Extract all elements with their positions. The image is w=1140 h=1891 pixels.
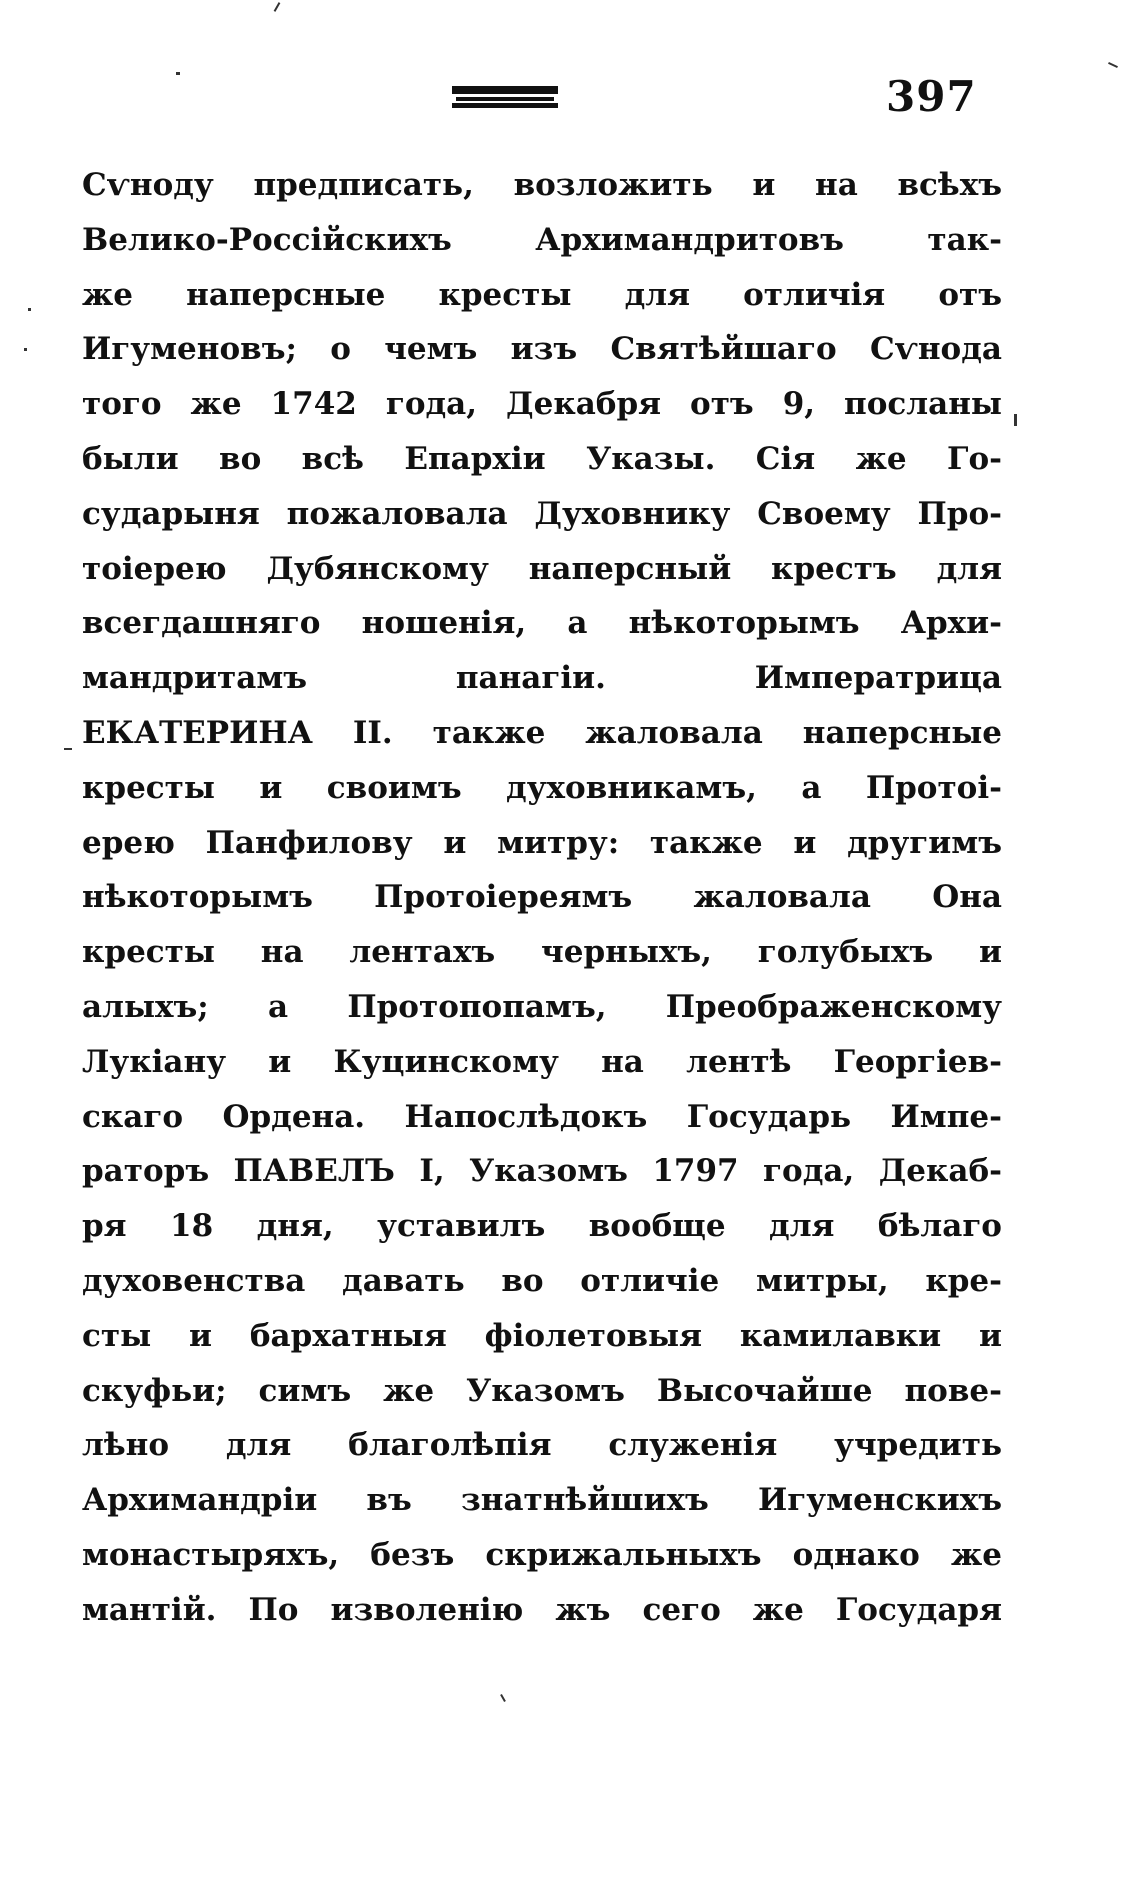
text-line: были во всѣ Епархіи Указы. Сія же Го- — [82, 440, 1002, 477]
text-line: Игуменовъ; о чемъ изъ Святѣйшаго Сѵнода — [82, 331, 1002, 368]
text-line: алыхъ; а Протопопамъ, Преображенскому — [82, 988, 1002, 1025]
scan-speck — [500, 1694, 506, 1702]
text-line: духовенства давать во отличіе митры, кре- — [82, 1262, 1002, 1299]
ornament-bar-top — [452, 86, 558, 94]
text-line: монастыряхъ, безъ скрижальныхъ однако же — [82, 1536, 1002, 1573]
scan-speck — [24, 348, 27, 351]
text-line: Сѵноду предписать, возложить и на всѣхъ — [82, 167, 1002, 203]
text-line: сударыня пожаловала Духовнику Своему Про- — [82, 495, 1002, 532]
body-text — [82, 158, 1002, 1638]
text-line: тоіерею Дубянскому наперсный крестъ для — [82, 550, 1002, 587]
text-line: ря 18 дня, уставилъ вообще для бѣлаго — [82, 1208, 1002, 1245]
scan-speck — [64, 748, 72, 750]
text-line: Лукіану и Куцинскому на лентѣ Георгіев- — [82, 1043, 1002, 1080]
header-ornament-rule — [452, 86, 558, 110]
text-line: сты и бархатныя фіолетовыя камилавки и — [82, 1317, 1002, 1354]
text-line: мантій. По изволенію жъ сего же Государя — [82, 1591, 1002, 1628]
text-line: кресты и своимъ духовникамъ, а Протоі- — [82, 769, 1002, 806]
scan-speck — [176, 72, 180, 75]
text-line: Велико-Россійскихъ Архимандритовъ так- — [82, 221, 1002, 258]
scan-speck — [274, 2, 281, 12]
text-line: того же 1742 года, Декабря отъ 9, посланы — [82, 386, 1002, 423]
text-line: ЕКАТЕРИНА II. также жаловала наперсные — [82, 714, 1002, 751]
text-line: лѣно для благолѣпія служенія учредить — [82, 1427, 1002, 1464]
text-line: раторъ ПАВЕЛЪ I, Указомъ 1797 года, Декаб- — [82, 1153, 1002, 1190]
text-line: Архимандріи въ знатнѣйшихъ Игуменскихъ — [82, 1482, 1002, 1519]
text-line: ерею Панфилову и митру: также и другимъ — [82, 824, 1002, 861]
page-number: 397 — [886, 72, 977, 121]
text-line: нѣкоторымъ Протоіереямъ жаловала Она — [82, 879, 1002, 916]
scan-speck — [28, 308, 31, 311]
text-line: же наперсные кресты для отличія отъ — [82, 276, 1002, 313]
scan-speck — [1108, 62, 1118, 68]
scan-speck — [1014, 414, 1017, 426]
text-line: мандритамъ панагіи. Императрица — [82, 660, 1002, 697]
text-line: всегдашняго ношенія, а нѣкоторымъ Архи- — [82, 605, 1002, 642]
text-line: скаго Ордена. Напослѣдокъ Государь Импе- — [82, 1098, 1002, 1135]
text-line: скуфьи; симъ же Указомъ Высочайше пове- — [82, 1372, 1002, 1409]
text-line: кресты на лентахъ черныхъ, голубыхъ и — [82, 934, 1002, 971]
ornament-bar-middle — [456, 97, 554, 101]
ornament-bar-bottom — [452, 103, 558, 108]
